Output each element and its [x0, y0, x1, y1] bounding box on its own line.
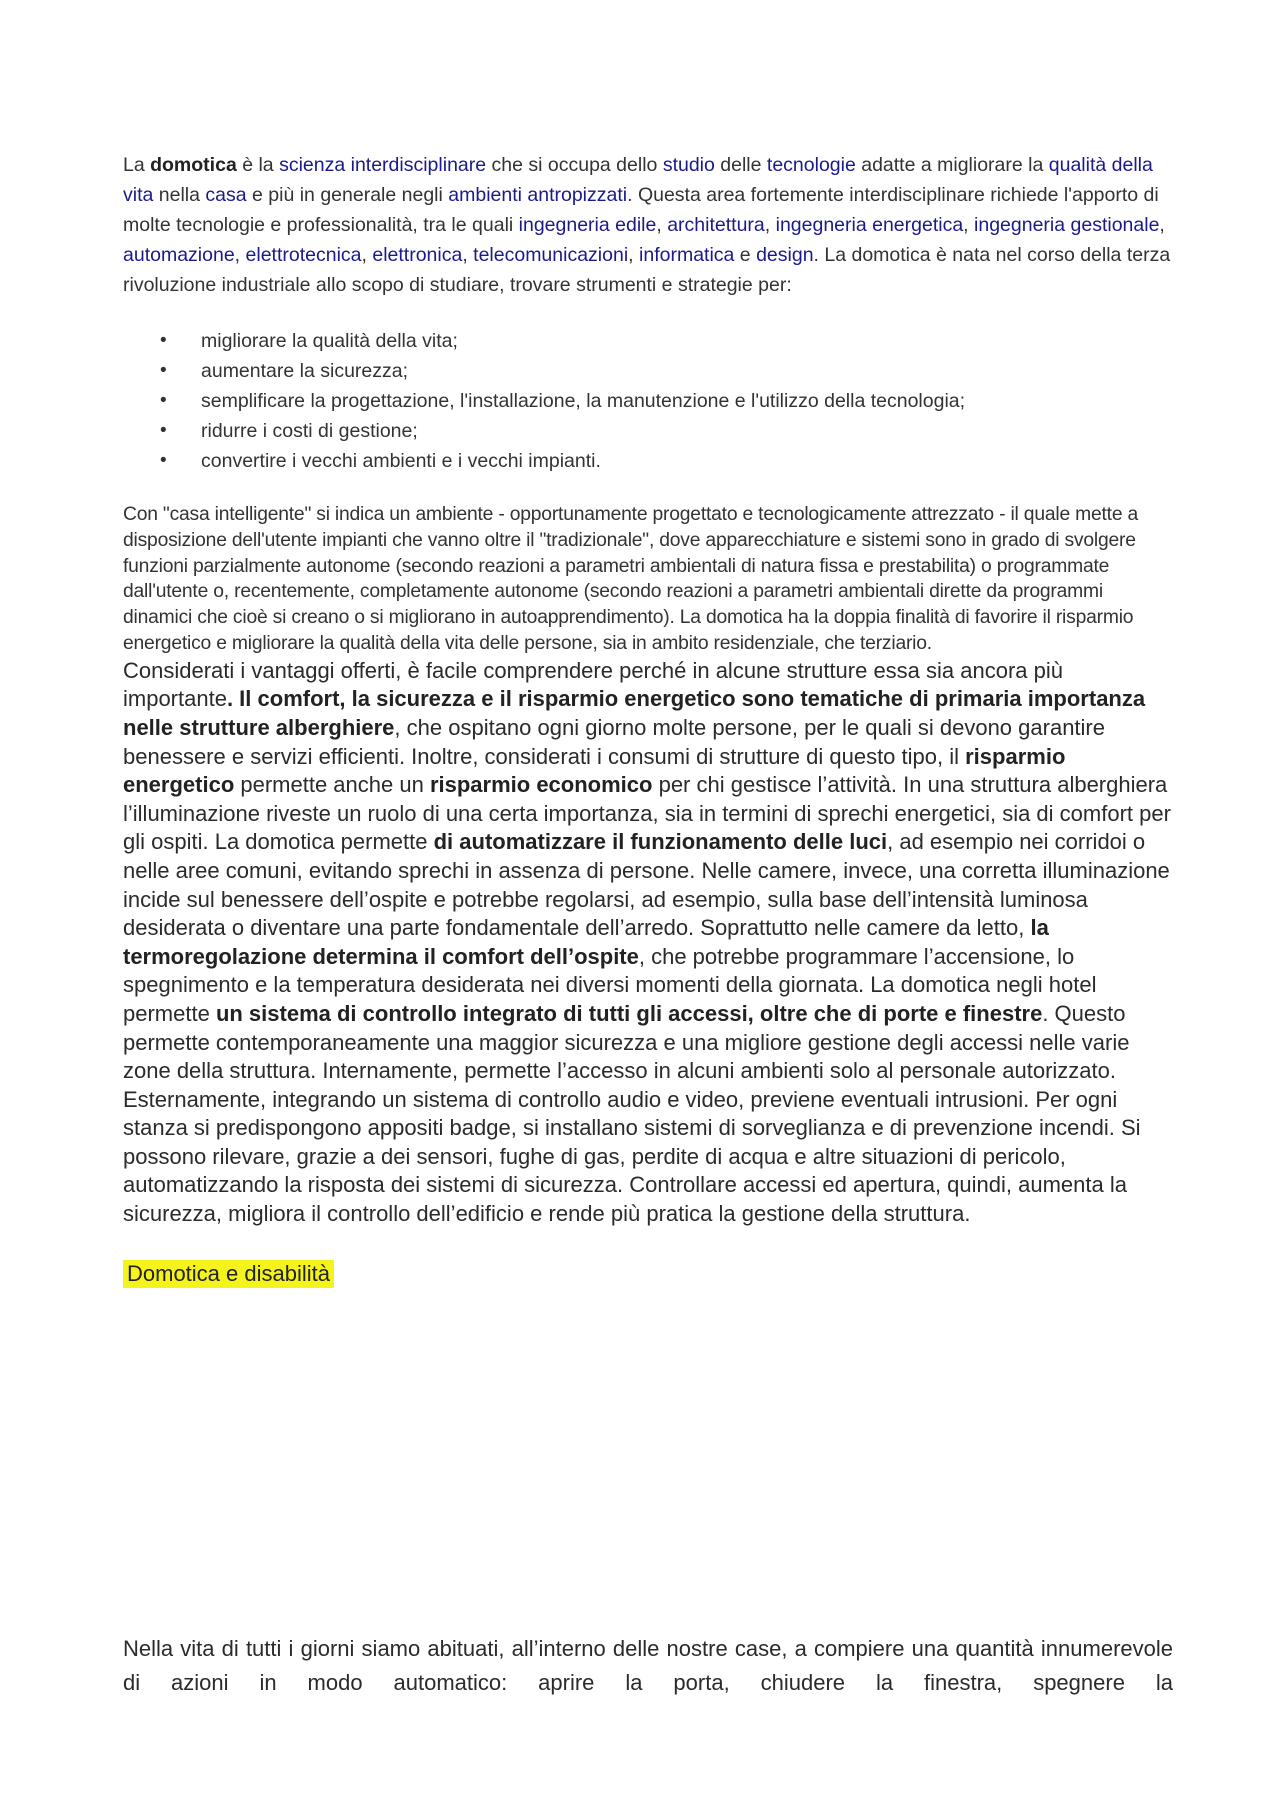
- link-studio[interactable]: studio: [662, 154, 715, 176]
- document-page: [123, 150, 1173, 1289]
- disability-paragraph: Nella vita di tutti i giorni siamo abituati, all’interno delle nostre case, a compiere una quantità innumerevole di azioni in modo automatico: aprire la porta, chiudere la finestra, spegnere la: [123, 1636, 1173, 1695]
- bold-comfort-sicurezza: . Il comfort, la sicurezza e il risparmio energetico sono tematiche di primaria importanza nelle strutture alberghiere: [123, 686, 1146, 740]
- link-design[interactable]: design: [756, 244, 814, 266]
- bullet-icon: •: [160, 390, 167, 411]
- link-qualita-della-vita[interactable]: qualità della vita: [123, 154, 1153, 206]
- list-item: • convertire i vecchi ambienti e i vecchi impianti.: [123, 446, 1173, 476]
- list-item: • ridurre i costi di gestione;: [123, 416, 1173, 446]
- bullet-icon: •: [160, 420, 167, 441]
- bold-automatizzare-luci: di automatizzare il funzionamento delle luci: [433, 829, 888, 855]
- bold-controllo-accessi: un sistema di controllo integrato di tutti gli accessi, oltre che di porte e finestre: [215, 1000, 1043, 1026]
- goals-list: [123, 326, 1173, 476]
- intro-paragraph: La domotica è la scienza interdisciplinare che si occupa dello studio delle tecnologie adatte a migliorare la qualità della vita nella casa e più in generale negli ambienti antropizzati. Questa area fortemente interdisciplinare richiede l'apporto di molte tecnologie e professionalità, tra le quali ingegneria edile, architettura, ingegneria energetica, ingegneria gestionale, automazione, elettrotecnica, elettronica, telecomunicazioni, informatica e design. La domotica è nata nel corso della terza rivoluzione industriale allo scopo di studiare, trovare strumenti e strategie per:: [123, 154, 1171, 296]
- link-casa[interactable]: casa: [205, 184, 247, 206]
- link-ingegneria-energetica[interactable]: ingegneria energetica: [775, 214, 964, 236]
- bold-risparmio-energetico: risparmio energetico: [123, 743, 1066, 798]
- smart-home-paragraph: Con "casa intelligente" si indica un ambiente - opportunamente progettato e tecnologicamente attrezzato - il quale mette a disposizione dell'utente impianti che vanno oltre il "tradizionale", dove apparecchiature e sistemi sono in grado di svolgere funzioni parzialmente autonome (secondo reazioni a parametri ambientali di natura fissa e prestabilita) o programmate dall'utente o, recentemente, completamente autonome (secondo reazioni a parametri ambientali dirette da programmi dinamici che cioè si creano o si migliorano in autoapprendimento). La domotica ha la doppia finalità di favorire il risparmio energetico e migliorare la qualità della vita delle persone, sia in ambito residenziale, che terziario.: [123, 504, 1139, 654]
- link-telecomunicazioni[interactable]: telecomunicazioni: [473, 244, 629, 266]
- link-ambienti-antropizzati[interactable]: ambienti antropizzati: [448, 184, 628, 206]
- section-heading: [123, 1259, 1173, 1289]
- hotel-paragraph: Considerati i vantaggi offerti, è facile comprendere perché in alcune strutture essa sia ancora più importante. Il comfort, la sicurezza e il risparmio energetico sono tematiche di primaria importanza nelle strutture alberghiere, che ospitano ogni giorno molte persone, per le quali si devono garantire benessere e servizi efficienti. Inoltre, considerati i consumi di strutture di questo tipo, il risparmio energetico permette anche un risparmio economico per chi gestisce l’attività. In una struttura alberghiera l’illuminazione riveste un ruolo di una certa importanza, sia in termini di sprechi energetici, sia di comfort per gli ospiti. La domotica permette di automatizzare il funzionamento delle luci, ad esempio nei corridoi o nelle aree comuni, evitando sprechi in assenza di persone. Nelle camere, invece, una corretta illuminazione incide sul benessere dell’ospite e potrebbe regolarsi, ad esempio, sulla base dell’intensità luminosa desiderata o diventare una parte fondamentale dell’arredo. Soprattutto nelle camere da letto, la termoregolazione determina il comfort dell’ospite, che potrebbe programmare l’accensione, lo spegnimento e la temperatura desiderata nei diversi momenti della giornata. La domotica negli hotel permette un sistema di controllo integrato di tutti gli accessi, oltre che di porte e finestre. Questo permette contemporaneamente una maggior sicurezza e una migliore gestione degli accessi nelle varie zone della struttura. Internamente, permette l’accesso in alcuni ambienti solo al personale autorizzato. Esternamente, integrando un sistema di controllo audio e video, previene eventuali intrusioni. Per ogni stanza si predispongono appositi badge, si installano sistemi di sorveglianza e di prevenzione incendi. Si possono rilevare, grazie a dei sensori, fughe di gas, perdite di acqua e altre situazioni di pericolo, automatizzando la risposta dei sistemi di sicurezza. Controllare accessi ed apertura, quindi, aumenta la sicurezza, migliora il controllo dell’edificio e rende più pratica la gestione della struttura.: [123, 657, 1171, 1227]
- link-automazione[interactable]: automazione: [123, 244, 235, 266]
- link-ingegneria-edile[interactable]: ingegneria edile: [518, 214, 657, 236]
- highlighted-heading: Domotica e disabilità: [123, 1260, 334, 1288]
- link-scienza-interdisciplinare[interactable]: scienza interdisciplinare: [279, 154, 487, 176]
- bullet-icon: •: [160, 450, 167, 471]
- list-item: • semplificare la progettazione, l'installazione, la manutenzione e l'utilizzo della tecnologia;: [123, 386, 1173, 416]
- link-informatica[interactable]: informatica: [639, 244, 735, 266]
- link-elettrotecnica[interactable]: elettrotecnica: [245, 244, 362, 266]
- bullet-icon: •: [160, 360, 167, 381]
- list-item: • aumentare la sicurezza;: [123, 356, 1173, 386]
- bold-risparmio-economico: risparmio economico: [429, 772, 653, 798]
- list-item: • migliorare la qualità della vita;: [123, 326, 1173, 356]
- link-architettura[interactable]: architettura: [667, 214, 765, 236]
- link-elettronica[interactable]: elettronica: [372, 244, 463, 266]
- bold-termoregolazione: la termoregolazione determina il comfort dell’ospite: [123, 915, 1049, 969]
- bullet-icon: •: [160, 330, 167, 351]
- link-ingegneria-gestionale[interactable]: ingegneria gestionale: [974, 214, 1160, 236]
- link-tecnologie[interactable]: tecnologie: [766, 154, 856, 176]
- domotica-term: domotica: [150, 154, 237, 176]
